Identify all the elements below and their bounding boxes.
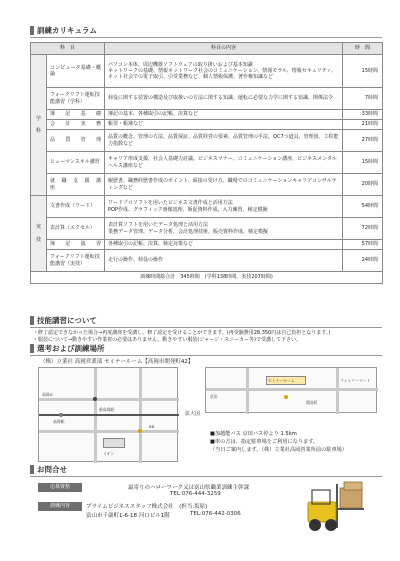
venue-marker xyxy=(284,395,288,399)
content-cell: 荷役に関する装置の構造及び取扱いの方法に関する知識、運転に必要な力学に関する知識、関係法令 xyxy=(105,88,343,110)
table-row xyxy=(31,120,383,130)
hours-cell: 21時間 xyxy=(343,120,383,130)
company-address: 富山市千歳町1-6-18 河口ビル1階 xyxy=(86,513,170,519)
table-row xyxy=(31,152,383,174)
apply-tel: TEL:076-444-3259 xyxy=(170,491,221,497)
hours-cell: 20時間 xyxy=(343,174,383,196)
content-cell: ワードプロソフトを用いたビジネス文書作成と活用方法 POP作成、グラフィック画像処理、販促資料作成、入力練習、検定模擬 xyxy=(105,196,343,218)
section-title: お問合せ xyxy=(37,465,67,474)
note-line: ・修了認定できなかった場合→再度講座を受講し、修了認定を受けることができます。(再受験費用28,350円は自己負担となります。) xyxy=(33,330,331,336)
section-bar xyxy=(30,344,34,353)
wheel xyxy=(309,519,321,531)
content-cell: 簿記の基本、各種取引の記帳、決算など xyxy=(105,110,343,120)
venue-marker xyxy=(138,429,142,433)
content-cell: 帳票・帳簿など xyxy=(105,120,343,130)
total-cell: 訓練時間総合計 345時間 (学科138時間、実技207時間) xyxy=(31,272,383,284)
section-bar xyxy=(30,316,34,325)
subject-cell: フォークリフト運転技能講習（学科） xyxy=(47,88,105,110)
content-cell: 表計算ソフトを用いたデータ処理と活用方法 業務データ管理、データ分析、会計処理技術。販売資料作成、検定模擬 xyxy=(105,218,343,240)
header-subject: 科 目 xyxy=(31,43,105,55)
interchange-marker xyxy=(93,397,97,401)
subject-cell: 表計算（エクセル） xyxy=(47,218,105,240)
map-label: 京田 xyxy=(210,394,218,399)
header-hours: 時 間 xyxy=(343,43,383,55)
road xyxy=(39,430,179,433)
subject-cell: コンピュータ基礎・概論 xyxy=(47,55,105,88)
map-label: 高岡駅 xyxy=(53,419,65,424)
forklift-illustration xyxy=(300,480,372,538)
table-row xyxy=(31,218,383,240)
subject-cell: 簿 記 基 礎 xyxy=(47,110,105,120)
road xyxy=(336,368,339,414)
table-row xyxy=(31,130,383,152)
category-jitsugi: 実 技 xyxy=(31,196,47,272)
header-content: 科目の内容 xyxy=(105,43,343,55)
subject-cell: フォークリフト運転技能講習（実技） xyxy=(47,250,105,272)
table-total-row xyxy=(31,272,383,284)
section-curriculum-heading xyxy=(30,25,97,36)
hours-cell: 27時間 xyxy=(343,130,383,152)
note-line: ・服装について→動きやすい作業着の必要はありません。動きやすい服装(ジャージ・スニーカー等)で受講して下さい。 xyxy=(33,337,301,343)
divider xyxy=(30,476,382,477)
access-line: ■加越能バス 京田バス停より 1.5km xyxy=(210,431,297,437)
table-row xyxy=(31,240,383,250)
table-row xyxy=(31,196,383,218)
forklift-body xyxy=(308,502,336,522)
table-row xyxy=(31,55,383,88)
training-badge: 訓練内容 xyxy=(38,502,82,511)
hours-cell: 7時間 xyxy=(343,88,383,110)
hours-cell: 72時間 xyxy=(343,218,383,240)
table-row xyxy=(31,88,383,110)
section-venue-heading xyxy=(30,343,105,354)
subject-cell: ヒューマンスキル講習 xyxy=(47,152,105,174)
road xyxy=(246,368,249,414)
section-contact-heading xyxy=(30,464,67,475)
map-label: 高岡IC xyxy=(42,392,54,397)
hours-cell: 15時間 xyxy=(343,55,383,88)
map-label: セミナールーム xyxy=(268,378,295,383)
access-line: ■車の方は、指定駐車場をご利用になります。 xyxy=(210,439,319,445)
section-title: 訓練カリキュラム xyxy=(37,26,97,35)
subject-cell: 就 職 支 援 講 座 xyxy=(47,174,105,196)
category-gakka: 学 科 xyxy=(31,55,47,196)
cargo-box xyxy=(344,482,362,490)
hours-cell: 15時間 xyxy=(343,152,383,174)
section-bar xyxy=(30,465,34,474)
hours-cell: 57時間 xyxy=(343,240,383,250)
content-cell: 各種取引の記帳、決算、検定対策など xyxy=(105,240,343,250)
subject-cell: 品 質 管 理 xyxy=(47,130,105,152)
table-header-row xyxy=(31,43,383,55)
subject-cell: 文書作成（ワード） xyxy=(47,196,105,218)
table-row xyxy=(31,250,383,272)
map-label: イオン xyxy=(103,451,115,456)
section-title: 技能講習について xyxy=(37,316,97,325)
curriculum-table xyxy=(30,42,383,284)
enlarged-map xyxy=(205,367,377,413)
subject-cell: 会 計 実 務 xyxy=(47,120,105,130)
divider xyxy=(30,327,382,328)
divider xyxy=(30,355,382,356)
venue-name: （株）立業社 高岡営業部 セミナールーム【高岡市開発町42】 xyxy=(40,359,194,365)
content-cell: パソコン本体、周辺機器ソフトウェアの取り扱いおよび基本知識 ネットワークの基礎、情報ネットワーク社会のコミュニケーション、情報モラル、情報セキュリティ、ネット社会での電子取引、引受業務など、個人情報保護、著作権知識など xyxy=(105,55,343,88)
apply-office: 最寄りのハローワーク又は富山県職業訓練主幹課 xyxy=(128,485,250,491)
company-tel: TEL:076-442-0306 xyxy=(190,511,241,517)
hours-cell: 54時間 xyxy=(343,196,383,218)
apply-badge: 応募資格 xyxy=(38,483,82,492)
road xyxy=(206,388,378,391)
map-label: 新高岡駅 xyxy=(99,407,115,412)
section-title: 選考および訓練場所 xyxy=(37,344,105,353)
map-label: R8 xyxy=(149,424,155,429)
fork xyxy=(338,508,364,510)
map-label: ファミリーマート xyxy=(340,378,371,383)
wheel xyxy=(325,519,337,531)
subject-cell: 簿 記 演 習 xyxy=(47,240,105,250)
access-line: （当日ご案内します。（株）立業社高岡営業所前の駐車場） xyxy=(210,447,348,453)
map-label-enlarged: 拡大図 xyxy=(185,411,201,417)
hours-cell: 33時間 xyxy=(343,110,383,120)
content-cell: 履歴書、職務経歴書作成のポイント、面接の受け方、職場でのコミュニケーションキャリアコンサルティングなど xyxy=(105,174,343,196)
notes-block xyxy=(33,330,383,344)
station-marker xyxy=(59,413,63,417)
cargo-box xyxy=(340,488,362,508)
company-name: プライムビジネススタッフ株式会社 (担当:坂原) xyxy=(86,504,208,510)
content-cell: キャリア形成支援、社会人基礎力討議、ビジネスマナー、コミュニケーション講座、ビジネスメンタルヘルス講座など xyxy=(105,152,343,174)
table-row xyxy=(31,110,383,120)
hours-cell: 24時間 xyxy=(343,250,383,272)
road xyxy=(39,398,179,401)
area-map xyxy=(38,367,178,462)
table-row xyxy=(31,174,383,196)
access-info xyxy=(210,430,380,454)
divider xyxy=(30,37,382,38)
map-label: 開発町 xyxy=(306,400,318,405)
content-cell: 品質の概念、管理の方法、品質保証、品質経営の要素、品質管理の手法、QC7つ道具、管理図、工程能力指数など xyxy=(105,130,343,152)
section-notes-heading xyxy=(30,315,97,326)
content-cell: 走行の操作、荷役の操作 xyxy=(105,250,343,272)
section-bar xyxy=(30,26,34,35)
building xyxy=(103,438,125,448)
